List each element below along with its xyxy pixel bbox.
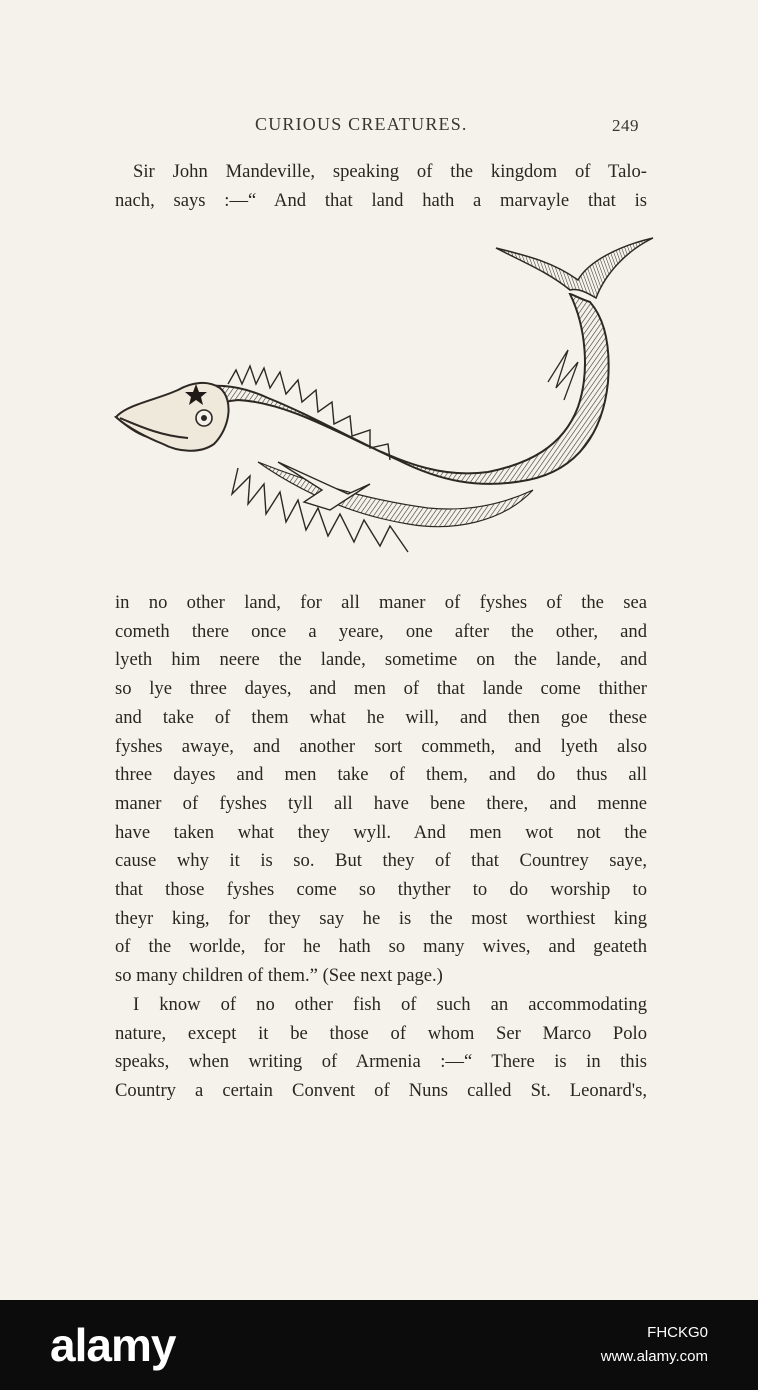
- site-url: www.alamy.com: [600, 1348, 708, 1365]
- text-line: nature, except it be those of whom Ser Marco Polo: [115, 1022, 647, 1044]
- text-line: lyeth him neere the lande, sometime on the lande, and: [115, 649, 647, 671]
- text-line: cometh there once a yeare, one after the other, and: [115, 620, 647, 642]
- text-line: speaks, when writing of Armenia :—“ There is in this: [115, 1051, 647, 1073]
- running-title: CURIOUS CREATURES.: [255, 114, 468, 134]
- intro-paragraph: [115, 158, 647, 215]
- text-line: and take of them what he will, and then goe these: [115, 706, 647, 728]
- sea-creature-illustration: [108, 232, 658, 577]
- text-line: of the worlde, for he hath so many wives, and geateth: [115, 936, 647, 958]
- page-number: 249: [612, 116, 639, 135]
- text-line: that those fyshes come so thyther to do worship to: [115, 879, 647, 901]
- text-line: fyshes awaye, and another sort commeth, and lyeth also: [115, 735, 647, 757]
- text-line: maner of fyshes tyll all have bene there, and menne: [115, 792, 647, 814]
- body-text: [115, 589, 647, 1106]
- text-line: so lye three dayes, and men of that lande come thither: [115, 678, 647, 700]
- text-line: have taken what they wyll. And men wot not the: [115, 821, 647, 843]
- watermark-footer: [0, 1300, 758, 1390]
- text-line: Sir John Mandeville, speaking of the kingdom of Talo-: [133, 161, 647, 182]
- image-id: FHCKG0: [647, 1324, 708, 1341]
- running-head: [0, 114, 758, 142]
- text-line: in no other land, for all maner of fyshes of the sea: [115, 592, 647, 613]
- text-line: Country a certain Convent of Nuns called St. Leonard's,: [115, 1079, 647, 1101]
- text-line: three dayes and men take of them, and do thus all: [115, 764, 647, 786]
- text-line: theyr king, for they say he is the most worthiest king: [115, 907, 647, 929]
- text-line: so many children of them.” (See next page.): [115, 965, 443, 987]
- brand-logo: alamy: [50, 1319, 176, 1371]
- text-line: nach, says :—“ And that land hath a marvayle that is: [115, 189, 647, 211]
- text-line: cause why it is so. But they of that Countrey saye,: [115, 850, 647, 872]
- text-line: I know of no other fish of such an accommodating: [133, 993, 647, 1015]
